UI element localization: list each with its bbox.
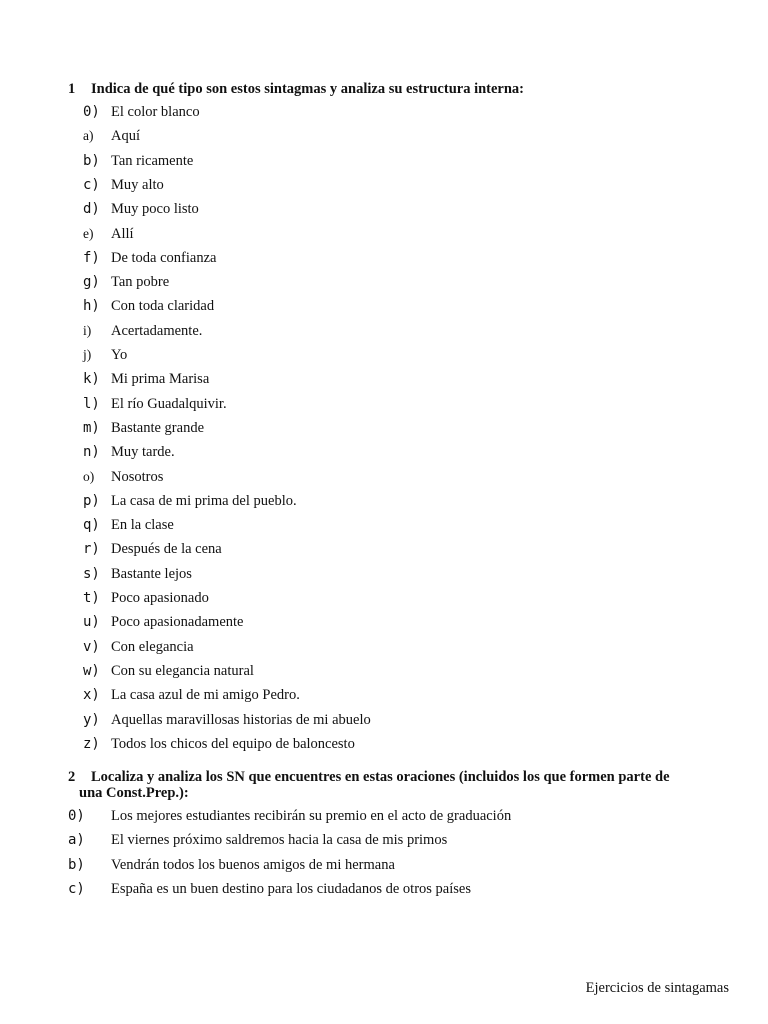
list-item-text: Todos los chicos del equipo de baloncesto: [111, 735, 355, 752]
list-item-marker: w): [83, 662, 100, 679]
list-item-text: Mi prima Marisa: [111, 371, 210, 388]
exercise-2-heading: [68, 769, 718, 801]
list-item-text: El río Guadalquivir.: [111, 395, 227, 412]
list-item-marker: e): [83, 225, 94, 241]
list-item-marker: v): [83, 638, 100, 655]
list-item-marker: o): [83, 468, 95, 484]
list-item-marker: m): [83, 419, 100, 436]
list-item-marker: a): [83, 128, 94, 144]
list-item-marker: u): [83, 614, 100, 631]
list-item-text: Con elegancia: [111, 638, 194, 655]
list-item-marker: k): [83, 371, 100, 388]
exercise-2-number: 2: [68, 769, 76, 785]
list-item-text: Tan ricamente: [111, 152, 194, 169]
list-item-text: Muy alto: [111, 176, 164, 193]
list-item-marker: 0): [68, 808, 85, 824]
exercise-1-heading: [68, 81, 718, 97]
list-item-marker: d): [83, 201, 100, 218]
list-item-text: Aquellas maravillosas historias de mi abuelo: [111, 711, 371, 728]
list-item-marker: z): [83, 735, 100, 752]
list-item-marker: i): [83, 322, 92, 338]
list-item-marker: j): [83, 347, 92, 362]
list-item-marker: y): [83, 711, 100, 728]
list-item-marker: t): [83, 590, 100, 606]
list-item-marker: x): [83, 687, 100, 704]
exercise-1-number: 1: [68, 81, 76, 97]
list-item-text: La casa azul de mi amigo Pedro.: [111, 687, 300, 704]
list-item-text: En la clase: [111, 517, 174, 534]
exercise-2-title-line1: Localiza y analiza los SN que encuentres en estas oraciones (incluidos los que formen parte de: [91, 769, 670, 785]
list-item-text: Tan pobre: [111, 274, 170, 291]
list-item-text: El color blanco: [111, 104, 200, 120]
list-item-marker: b): [68, 856, 85, 873]
list-item-text: Los mejores estudiantes recibirán su premio en el acto de graduación: [111, 808, 512, 824]
exercise-2-title-line2: una Const.Prep.):: [79, 785, 189, 801]
list-item-text: Con su elegancia natural: [111, 662, 254, 679]
exercise-1-title: Indica de qué tipo son estos sintagmas y analiza su estructura interna:: [91, 81, 525, 97]
list-item-marker: a): [68, 832, 85, 849]
list-item-text: Acertadamente.: [111, 322, 203, 339]
list-item-text: Poco apasionadamente: [111, 614, 244, 631]
list-item-text: Bastante lejos: [111, 565, 192, 582]
list-item-text: De toda confianza: [111, 249, 217, 266]
list-item-text: El viernes próximo saldremos hacia la casa de mis primos: [111, 832, 448, 849]
list-item-text: Aquí: [111, 128, 140, 145]
list-item-text: Con toda claridad: [111, 298, 215, 315]
list-item-text: España es un buen destino para los ciudadanos de otros países: [111, 880, 471, 897]
list-item-marker: b): [83, 152, 100, 169]
list-item-marker: h): [83, 298, 100, 315]
list-item-text: Bastante grande: [111, 419, 205, 436]
list-item-text: Muy poco listo: [111, 201, 199, 218]
list-item-text: Allí: [111, 225, 134, 242]
list-item-text: Yo: [111, 347, 128, 363]
list-item-marker: c): [68, 880, 85, 897]
list-item-text: Poco apasionado: [111, 590, 209, 606]
list-item-marker: q): [83, 517, 100, 534]
list-item-marker: g): [83, 274, 100, 291]
list-item-text: La casa de mi prima del pueblo.: [111, 492, 297, 509]
list-item-marker: c): [83, 176, 100, 193]
list-item-marker: l): [83, 395, 100, 412]
list-item-text: Vendrán todos los buenos amigos de mi hermana: [111, 856, 395, 873]
list-item-marker: f): [83, 249, 100, 266]
list-item-text: Nosotros: [111, 468, 164, 485]
page-footer: Ejercicios de sintagamas: [585, 980, 729, 996]
list-item-marker: 0): [83, 104, 100, 120]
list-item-text: Después de la cena: [111, 541, 222, 558]
list-item-marker: n): [83, 444, 100, 461]
list-item-marker: s): [83, 565, 100, 582]
list-item-marker: p): [83, 492, 100, 509]
list-item-marker: r): [83, 541, 100, 558]
list-item-text: Muy tarde.: [111, 444, 175, 461]
